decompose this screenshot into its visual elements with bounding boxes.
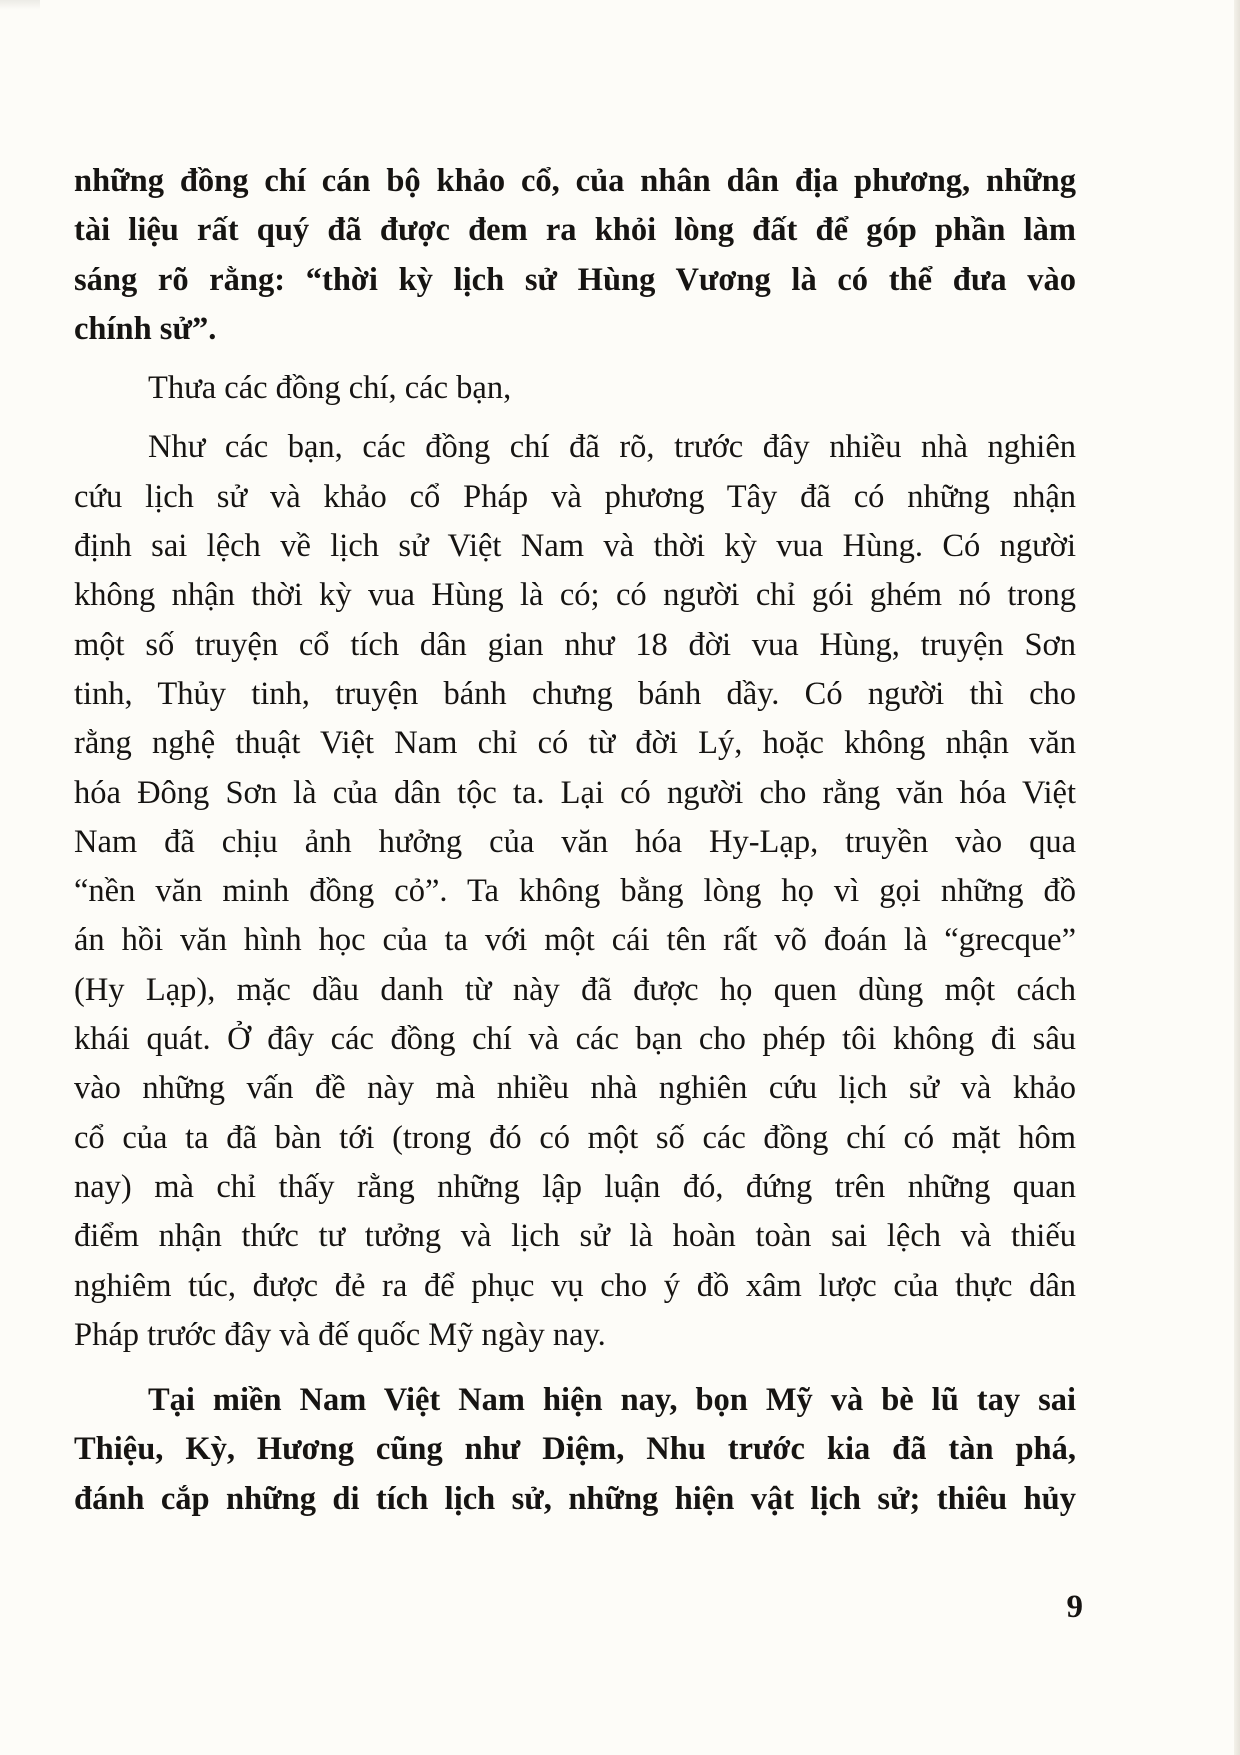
paragraph-bold [74,1376,1076,1524]
text-line: định sai lệch về lịch sử Việt Nam và thời kỳ vua Hùng. Có người [74,528,1076,565]
text-line: cứu lịch sử và khảo cổ Pháp và phương Tây đã có những nhận [74,478,1076,515]
salutation: Thưa các đồng chí, các bạn, [148,370,512,407]
text-line: nay) mà chỉ thấy rằng những lập luận đó, đứng trên những quan [74,1168,1076,1205]
text-line: tinh, Thủy tinh, truyện bánh chưng bánh dầy. Có người thì cho [74,675,1076,712]
text-line: Pháp trước đây và đế quốc Mỹ ngày nay. [74,1316,606,1353]
text-line: án hồi văn hình học của ta với một cái tên rất võ đoán là “grecque” [74,922,1076,959]
paragraph-main [74,423,1076,1360]
text-line: nghiêm túc, được đẻ ra để phục vụ cho ý đồ xâm lược của thực dân [74,1267,1076,1304]
text-line: không nhận thời kỳ vua Hùng là có; có người chỉ gói ghém nó trong [74,577,1076,614]
text-line: Nam đã chịu ảnh hưởng của văn hóa Hy-Lạp, truyền vào qua [74,823,1076,860]
text-line: rằng nghệ thuật Việt Nam chỉ có từ đời Lý, hoặc không nhận văn [74,725,1076,762]
text-line: Thiệu, Kỳ, Hương cũng như Diệm, Nhu trước kia đã tàn phá, [74,1431,1076,1468]
text-line: điểm nhận thức tư tưởng và lịch sử là hoàn toàn sai lệch và thiếu [74,1218,1076,1255]
page-corner-shadow [0,0,40,10]
text-line: vào những vấn đề này mà nhiều nhà nghiên cứu lịch sử và khảo [74,1070,1076,1107]
paragraph-intro [74,157,1076,354]
text-line: đánh cắp những di tích lịch sử, những hiện vật lịch sử; thiêu hủy [74,1480,1076,1517]
text-line: khái quát. Ở đây các đồng chí và các bạn cho phép tôi không đi sâu [74,1021,1076,1058]
text-line: tài liệu rất quý đã được đem ra khỏi lòng đất để góp phần làm [74,212,1076,249]
text-line: (Hy Lạp), mặc dầu danh từ này đã được họ quen dùng một cách [74,971,1076,1008]
text-line: cổ của ta đã bàn tới (trong đó có một số các đồng chí có mặt hôm [74,1119,1076,1156]
text-line: Như các bạn, các đồng chí đã rõ, trước đây nhiều nhà nghiên [148,429,1076,466]
text-line: chính sử”. [74,310,217,347]
page-edge-shadow [1234,0,1240,1755]
text-line: sáng rõ rằng: “thời kỳ lịch sử Hùng Vương là có thể đưa vào [74,261,1076,298]
text-line: hóa Đông Sơn là của dân tộc ta. Lại có người cho rằng văn hóa Việt [74,774,1076,811]
text-line: những đồng chí cán bộ khảo cổ, của nhân dân địa phương, những [74,163,1076,199]
text-line: Tại miền Nam Việt Nam hiện nay, bọn Mỹ và bè lũ tay sai [148,1382,1076,1419]
text-line: một số truyện cổ tích dân gian như 18 đời vua Hùng, truyện Sơn [74,626,1076,663]
page-body [74,157,1076,1524]
text-line: “nền văn minh đồng cỏ”. Ta không bằng lòng họ vì gọi những đồ [74,873,1076,910]
page-number: 9 [1066,1589,1083,1625]
